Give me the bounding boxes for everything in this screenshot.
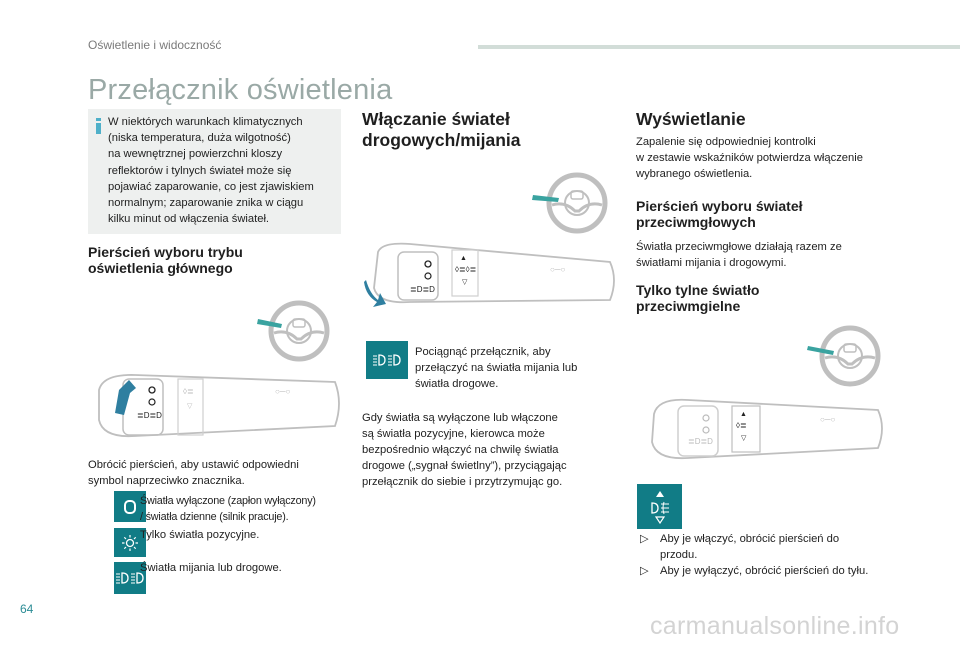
svg-text:▽: ▽	[741, 435, 747, 442]
dipped-main-beam-icon	[371, 353, 403, 367]
rear-fog-tile	[637, 484, 682, 529]
display-text: Zapalenie się odpowiedniej kontrolki w zestawie wskaźników potwierdza włączenie wybranego oświetlenia.	[636, 136, 863, 180]
svg-text:▲: ▲	[740, 411, 747, 418]
steering-wheel-illustration-2	[525, 165, 610, 243]
watermark: carmanualsonline.info	[650, 612, 900, 640]
svg-text:○─○: ○─○	[550, 265, 566, 274]
svg-text:≣D≣D: ≣D≣D	[688, 437, 713, 446]
flash-description: Gdy światła są wyłączone lub włączone są światła pozycyjne, kierowca może bezpośrednio włączyć na chwilę światła drogowe („sygnał świetlny”), przyciągając przełącznik do siebie i przytrzymując go.	[362, 412, 567, 488]
svg-text:≣D≣D: ≣D≣D	[410, 285, 435, 294]
svg-text:◊≣◊≣: ◊≣◊≣	[455, 265, 477, 274]
o-ring-icon	[123, 500, 137, 514]
svg-text:○─○: ○─○	[275, 387, 291, 396]
mode-text-off: Światła wyłączone (zapłon wyłączony) / światła dzienne (silnik pracuje).	[140, 495, 316, 523]
steering-wheel-illustration-1	[252, 293, 332, 373]
fog-ring-heading: Pierścień wyboru świateł przeciwmgłowych	[636, 198, 803, 230]
svg-text:◊≣: ◊≣	[736, 421, 747, 430]
pull-instruction: Pociągnąć przełącznik, aby przełączyć na światła mijania lub światła drogowe.	[415, 346, 578, 390]
svg-text:◊≣: ◊≣	[183, 387, 194, 396]
page-number: 64	[20, 602, 34, 616]
svg-text:≣D≣D: ≣D≣D	[137, 411, 162, 420]
svg-text:▲: ▲	[460, 255, 467, 262]
lighting-stalk-illustration-1	[95, 368, 345, 443]
svg-text:▽: ▽	[462, 279, 468, 286]
bullet-item-off: ▷ Aby je wyłączyć, obrócić pierścień do tyłu.	[640, 565, 869, 577]
lighting-stalk-illustration-2	[360, 238, 620, 313]
display-heading: Wyświetlanie	[636, 109, 746, 129]
rear-fog-heading: Tylko tylne światło przeciwmgielne	[636, 282, 760, 314]
svg-text:▽: ▽	[187, 403, 193, 410]
bullet-arrow-icon: ▷	[640, 533, 649, 545]
info-icon	[96, 118, 101, 133]
fog-text: Światła przeciwmgłowe działają razem ze światłami mijania i drogowymi.	[636, 241, 842, 269]
section-label: Oświetlenie i widoczność	[88, 38, 222, 52]
sidelight-icon	[121, 534, 139, 552]
svg-text:○─○: ○─○	[820, 415, 836, 424]
rear-fog-bullets	[640, 531, 910, 579]
header-bar	[478, 45, 960, 49]
main-ring-heading: Pierścień wyboru trybu oświetlenia głównego	[88, 244, 243, 276]
bullet-arrow-icon: ▷	[640, 565, 649, 577]
ring-instruction: Obrócić pierścień, aby ustawić odpowiedni symbol naprzeciwko znacznika.	[88, 459, 299, 487]
rear-fog-light-icon	[648, 490, 672, 524]
mode-text-dipped-main: Światła mijania lub drogowe.	[140, 562, 282, 574]
info-text: W niektórych warunkach klimatycznych (niska temperatura, duża wilgotność) na wewnętrznej powierzchni kloszy reflektorów i tylnych świateł może się pojawiać zaparowanie, co jest zjawiskiem normalnym; zaparowanie znika w ciągu kilku minut od włączenia świateł.	[108, 116, 314, 226]
steering-wheel-illustration-3	[800, 318, 890, 398]
dipped-main-heading: Włączanie świateł drogowych/mijania	[362, 109, 521, 150]
dipped-main-tile	[366, 341, 408, 379]
page-title: Przełącznik oświetlenia	[88, 74, 393, 106]
bullet-item-on: ▷ Aby je włączyć, obrócić pierścień do przodu.	[640, 533, 840, 561]
mode-text-sidelights: Tylko światła pozycyjne.	[140, 529, 260, 541]
lighting-stalk-illustration-3	[648, 394, 888, 464]
